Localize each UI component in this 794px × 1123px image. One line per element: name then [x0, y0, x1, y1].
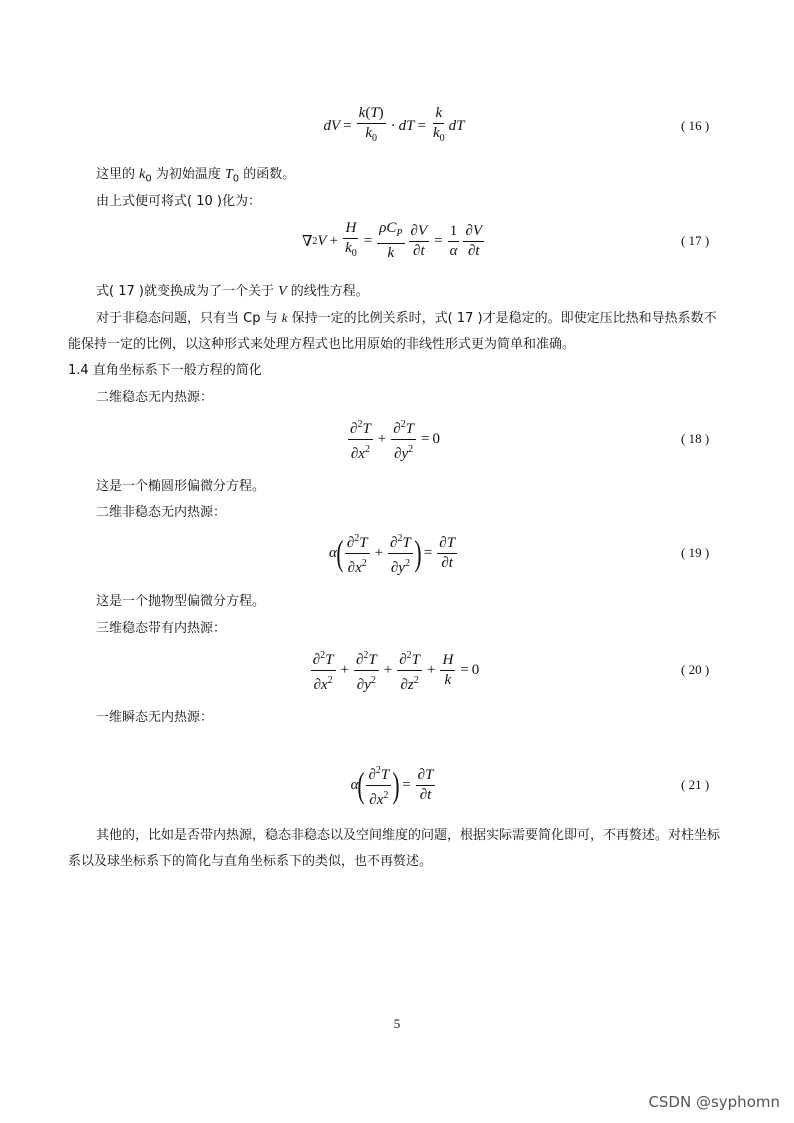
- text-line: 式( 17 )就变换成为了一个关于 V 的线性方程。: [96, 284, 369, 299]
- equation-18: $\frac{\partial^2T}{\partial x^2}$ + $\frac{\partial^2T}{\partial y^2}$ = 0 ( 18 ): [0, 417, 794, 461]
- case-label: 二维非稳态无内热源：: [96, 505, 227, 520]
- equation-number: ( 17 ): [681, 233, 710, 248]
- equation-number: ( 18 ): [681, 431, 710, 446]
- case-label: 一维瞬态无内热源：: [96, 710, 214, 725]
- text-line: 这是一个椭圆形偏微分方程。: [96, 479, 266, 494]
- equation-number: ( 16 ): [681, 118, 710, 133]
- text-line: 这里的 $k_0$ 为初始温度 $T_0$ 的函数。: [96, 167, 296, 185]
- equation-20: $\frac{\partial^2T}{\partial x^2}$ + $\frac{\partial^2T}{\partial y^2}$ + $\frac{\partial^2T}{\partial z^2}$ + $\frac{H}{k}$ = 0 ( 20 ): [0, 648, 794, 692]
- case-label: 三维稳态带有内热源：: [96, 621, 227, 636]
- case-label: 二维稳态无内热源：: [96, 390, 214, 405]
- equation-19: α ( $\frac{\partial^2T}{\partial x^2}$ + $\frac{\partial^2T}{\partial y^2}$ ) = $\frac{\partial T}{\partial t}$ ( 19 ): [0, 530, 794, 576]
- equation-number: ( 21 ): [681, 777, 710, 792]
- watermark: CSDN @syphomn: [648, 1093, 780, 1111]
- paragraph: 对于非稳态问题，只有当 Cp 与 k 保持一定的比例关系时，式( 17 )才是稳定的。即使定压比热和导热系数不能保持一定的比例，以这种形式来处理方程式也比用原始的非线性形式更为简单和准确。: [68, 310, 717, 352]
- equation-21: α ( $\frac{\partial^2T}{\partial x^2}$ ) = $\frac{\partial T}{\partial t}$ ( 21 ): [0, 762, 794, 808]
- equation-16: dV = $\frac{k(T)}{k_0}$ · dT = $\frac{k}{k_0}$ dT ( 16 ): [323, 105, 710, 144]
- paragraph: 其他的，比如是否带内热源，稳态非稳态以及空间维度的问题，根据实际需要简化即可，不再赘述。对柱坐标系以及球坐标系下的简化与直角坐标系下的类似，也不再赘述。: [68, 828, 721, 869]
- text-line: 这是一个抛物型偏微分方程。: [96, 594, 266, 609]
- text-line: 由上式便可将式( 10 )化为：: [96, 194, 261, 209]
- equation-17: ∇ 2 V + $\frac{H}{k_0}$ = $\frac{\rho C_P}{k}$ $\frac{\partial V}{\partial t}$ = $\frac{1}{\alpha}$ $\frac{\partial V}{\partial t}$ ( 17 ): [301, 220, 710, 261]
- section-heading: 1.4 直角坐标系下一般方程的简化: [68, 363, 262, 378]
- equation-number: ( 20 ): [681, 662, 710, 677]
- page-number: 5: [393, 1016, 401, 1031]
- equation-number: ( 19 ): [681, 545, 710, 560]
